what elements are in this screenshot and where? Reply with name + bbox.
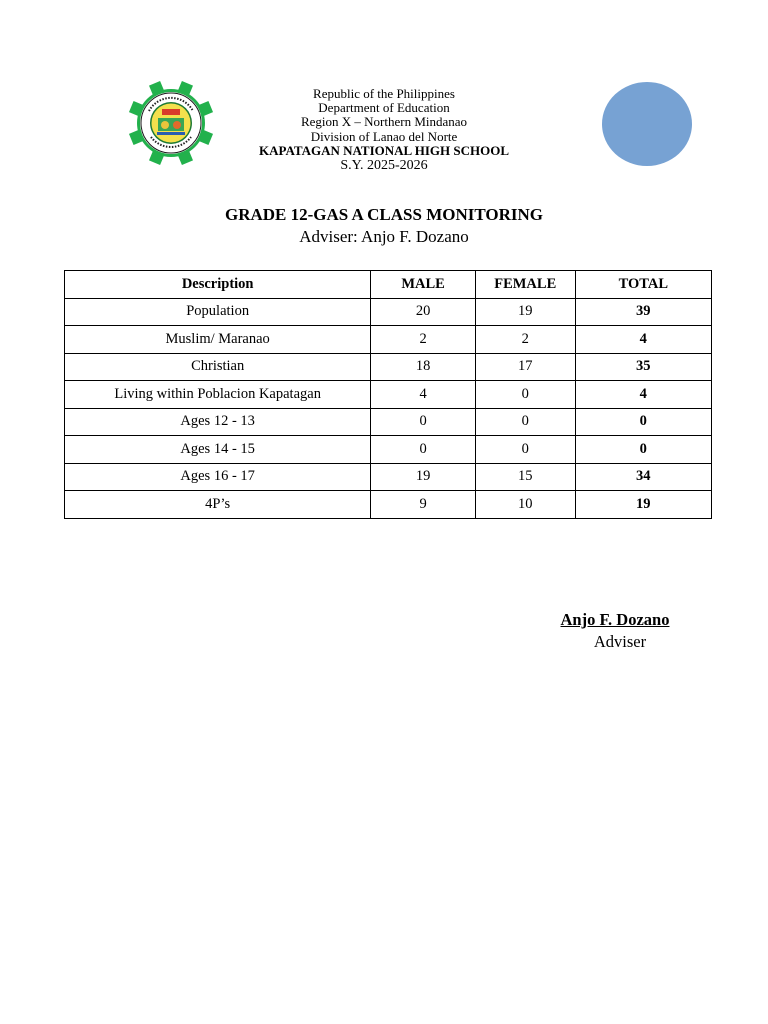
table-row — [65, 298, 712, 326]
cell-total: 4 — [575, 326, 711, 354]
cell-description: Ages 14 - 15 — [65, 436, 371, 464]
table-row — [65, 491, 712, 519]
letterhead — [200, 87, 568, 174]
cell-description: 4P’s — [65, 491, 371, 519]
header-line-division: Division of Lanao del Norte — [310, 128, 458, 144]
cell-total: 0 — [575, 408, 711, 436]
cell-female: 15 — [475, 463, 575, 491]
signatory-role: Adviser — [593, 632, 647, 651]
cell-total: 34 — [575, 463, 711, 491]
cell-male: 0 — [371, 408, 476, 436]
cell-description: Muslim/ Maranao — [65, 326, 371, 354]
header-line-republic: Republic of the Philippines — [313, 86, 455, 101]
signatory-name: Anjo F. Dozano — [560, 610, 670, 629]
school-year: S.Y. 2025-2026 — [340, 158, 428, 174]
header-line-region: Region X – Northern Mindanao — [300, 114, 468, 130]
cell-male: 20 — [371, 298, 476, 326]
cell-female: 17 — [475, 353, 575, 381]
cell-description: Ages 12 - 13 — [65, 408, 371, 436]
header-total: TOTAL — [575, 271, 711, 299]
school-name: KAPATAGAN NATIONAL HIGH SCHOOL — [258, 142, 510, 158]
header-male: MALE — [371, 271, 476, 299]
cell-female: 19 — [475, 298, 575, 326]
header-line-deped: Department of Education — [318, 100, 450, 116]
cell-description: Christian — [65, 353, 371, 381]
logo-placeholder-circle — [602, 82, 692, 166]
class-monitoring-table — [64, 270, 712, 519]
table-row — [65, 326, 712, 354]
cell-male: 9 — [371, 491, 476, 519]
cell-male: 2 — [371, 326, 476, 354]
cell-description: Living within Poblacion Kapatagan — [65, 381, 371, 409]
cell-description: Population — [65, 298, 371, 326]
table-row — [65, 353, 712, 381]
cell-total: 35 — [575, 353, 711, 381]
table-row — [65, 381, 712, 409]
cell-total: 4 — [575, 381, 711, 409]
cell-female: 10 — [475, 491, 575, 519]
table-header-row — [65, 271, 712, 299]
cell-total: 19 — [575, 491, 711, 519]
cell-male: 18 — [371, 353, 476, 381]
cell-female: 0 — [475, 381, 575, 409]
cell-female: 2 — [475, 326, 575, 354]
table-row — [65, 463, 712, 491]
cell-total: 39 — [575, 298, 711, 326]
adviser-line: Adviser: Anjo F. Dozano — [299, 227, 469, 246]
header-female: FEMALE — [475, 271, 575, 299]
cell-male: 19 — [371, 463, 476, 491]
cell-total: 0 — [575, 436, 711, 464]
table-row — [65, 436, 712, 464]
header-description: Description — [65, 271, 371, 299]
table-row — [65, 408, 712, 436]
cell-female: 0 — [475, 436, 575, 464]
cell-description: Ages 16 - 17 — [65, 463, 371, 491]
cell-male: 4 — [371, 381, 476, 409]
cell-female: 0 — [475, 408, 575, 436]
cell-male: 0 — [371, 436, 476, 464]
document-title: GRADE 12-GAS A CLASS MONITORING — [224, 205, 544, 224]
